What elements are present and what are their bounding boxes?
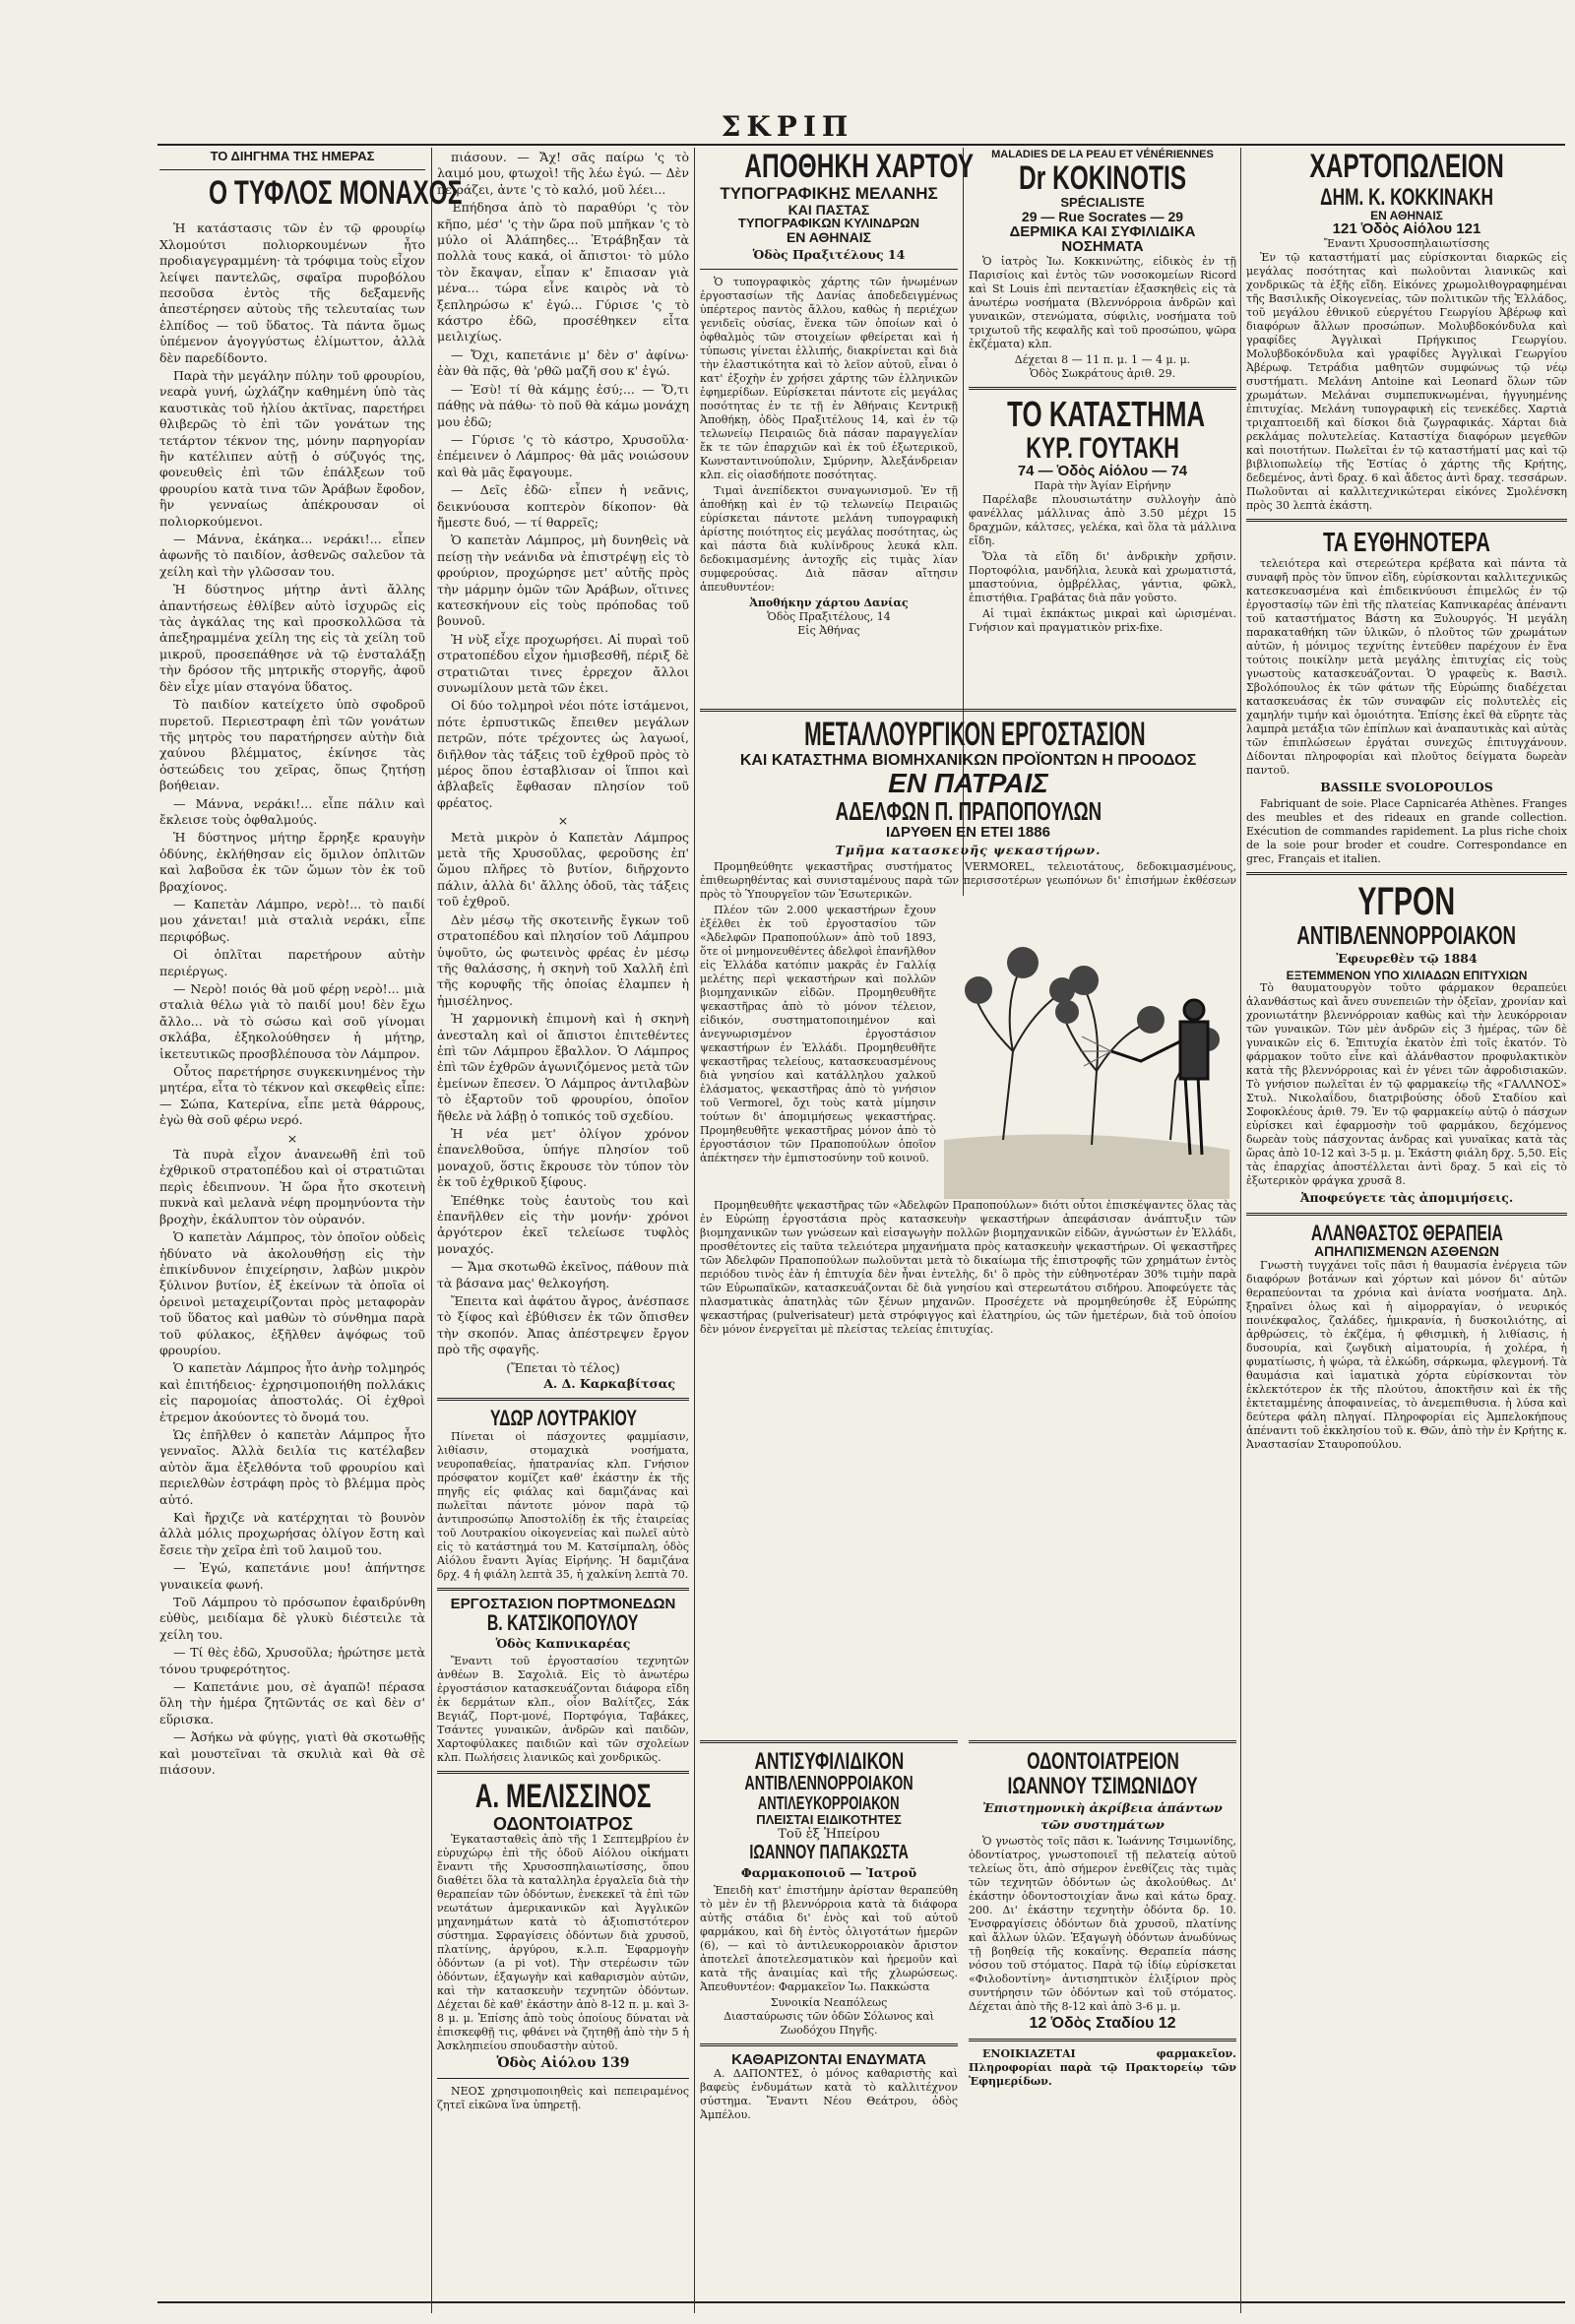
- story-paragraph: Ἡ δύστηνος μήτηρ ἔρρηξε κραυγὴν ὀδύνης, ἐκλήθησαν εἰς ὅμιλον ὁπλιτῶν καὶ λαβοῦσα ἐκ τῶν ὤμων τὸν ἐκ τοῦ βραχίονος.: [159, 830, 425, 894]
- masthead: ΣΚΡΙΠ: [721, 110, 854, 143]
- remedy-text: Τὸ θαυματουργὸν τοῦτο φάρμακον θεραπεύει ἀλανθάστως καὶ ἄνευ συνεπειῶν τὴν ὀξεῖαν, χρονίαν καὶ χρονιωτάτην βλεννόρροιαν καθὼς καὶ τὴν λευκόρροιαν τῶν γυναικῶν. Τῶν μὲν ἀνδρῶν εἰς 3 ἡμέρας, τῶν δὲ γυναικῶν εἰς 6. Ἐπιτυχία ἑκατὸν ἐπὶ τοῖς ἑκατόν. Τὸ φάρμακον τοῦτο εἶνε καὶ ἀλάνθαστον προφυλακτικὸν κατὰ τῆς βλεννόρροιας καὶ ἐν γένει τῶν ἀφροδισιακῶν. Τὸ γνήσιον πωλεῖται ἐν τῷ φαρμακείῳ τῆς «ΓΑΛΛΝΟΣ» Στυλ. Νικολαΐδου, διατριβούσης ὁδοῦ Σταδίου καὶ Σοφοκλέους ἀριθ. 79. Ἐν τῷ φαρμακείῳ αὐτῷ ὁ πάσχων εὑρίσκει καὶ ἐφαρμοσὴν τοῦ φαρμάκου, δεχόμενος δωρεὰν τοὺς πάσχοντας ἀνδρας καὶ γυναῖκας κατὰ τὰς ὥρας ἀπὸ 10-12 καὶ 3-5 μ. μ. Ἑκάστη φιάλη δρχ. 5,50. Εἰς τὰς ἐπαρχίας ἀποστέλλεται ἀντὶ δραχ. 5 καὶ εἰς τὸ ἐξωτερικὸν φράγκα χρυσᾶ 8.: [1246, 981, 1567, 1188]
- antisyph-place: Διασταύρωσις τῶν ὁδῶν Σόλωνος καὶ Ζωοδόχου Πηγῆς.: [724, 2009, 934, 2037]
- continued-note: (Ἔπεται τὸ τέλος): [506, 1359, 620, 1375]
- remedy-title: ΥΓΡΟΝ: [1357, 880, 1456, 924]
- story-paragraph: Καὶ ἤρχιζε νὰ κατέρχηται τὸ βουνὸν ἀλλὰ μόλις προχωρήσας ὀλίγον ἔστη καὶ ἔσειε τὴν χεῖρα ἐπὶ τοῦ λαιμοῦ του.: [159, 1510, 425, 1557]
- ad-store-near: Παρὰ τὴν Ἁγίαν Εἰρήνην: [1034, 479, 1171, 493]
- antisyph-sub: ΠΛΕΙΣΤΑΙ ΕΙΔΙΚΟΤΗΤΕΣ: [756, 1812, 902, 1828]
- remedy-name: ΑΝΤΙΒΛΕΝΝΟΡΡΟΙΑΚΟΝ: [1296, 920, 1517, 951]
- antisyph-name: ΙΩΑΝΝΟΥ ΠΑΠΑΚΩΣΤΑ: [749, 1842, 909, 1864]
- section-mark: ×: [286, 1130, 298, 1146]
- story-paragraph: Ὁ καπετὰν Λάμπρος ἦτο ἀνὴρ τολμηρός καὶ ἐπιτήδειος· ἐχρησιμοποιήθη πολλάκις εἰς παρομοίας ἀποστολάς. Οἱ ἐχθροὶ ἐτρεμον ἀκούοντες τὸ ὄνομά του.: [159, 1360, 425, 1424]
- stationery-address: 121 Ὁδὸς Αἰόλου 121: [1332, 220, 1481, 238]
- metal-city: ΕΝ ΠΑΤΡΑΙΣ: [888, 768, 1048, 799]
- ad-portmone-text: Ἔναντι τοῦ ἐργοστασίου τεχνητῶν ἀνθέων Β. Σαχολιᾶ. Εἰς τὸ ἀνωτέρω ἐργοστάσιον κατασκευάζονται διάφορα εἴδη ἐκ δερμάτων κλπ., οἷον Βαλίτζες, Σάκ Βεγιάζ, Πορτ-μονέ, Πορτφόγια, Ταβάκες, Τσάντες γυναικῶν, ἀνδρῶν καὶ παιδῶν, Χαρτοφύλακες παιδιῶν καὶ τῶν σχολείων κλπ. Πωλήσεις λιανικῶς καὶ χονδρικῶς.: [437, 1654, 689, 1764]
- section-heading: ΤΟ ΔΙΗΓΗΜΑ ΤΗΣ ΗΜΕΡΑΣ: [210, 149, 375, 163]
- story-paragraph: Μετὰ μικρὸν ὁ Καπετὰν Λάμπρος μετὰ τῆς Χρυσοῦλας, φεροῦσης ἐπ' ὤμου πλῆρες τὸ βυτίον, διῆρχοντο πάλιν, ἀλλὰ δι' ἄλλης ὁδοῦ, τὰς τάξεις τοῦ ἐχθροῦ.: [437, 829, 689, 910]
- author-signature: Α. Δ. Καρκαβίτσας: [543, 1376, 675, 1392]
- story-paragraph: — Καπετὰν Λάμπρο, νερὸ!... τὸ παιδί μου χάνεται! μιὰ σταλιὰ νεράκι, εἶπε περιφόβως.: [159, 896, 425, 944]
- story-column-1: [159, 149, 463, 2300]
- beds-fr-name: BASSILE SVOLOPOULOS: [1320, 779, 1493, 794]
- story-paragraph: Ἐπήδησα ἀπὸ τὸ παραθύρι 'ς τὸν κῆπο, μέσ' 'ς τὴν ὥρα ποῦ μπῆκαν 'ς τὸ μύλο οἱ Ἀλάπηδες... Ἐτράβηξαν τὰ πολλὰ τους κακά, οἱ ἄπιστοι· τὸ μύλο τὸν ἔκαψαν, εἶπαν κ' ἔπιασαν γιὰ μένα... τώρα εἶνε καιρὸς νὰ τὸ ξεπληρώσω κ' ἐγώ... Γύρισε 'ς τὸ κάστρο ἐδῶ, προσέθηκεν εἶτα μειλιχίως.: [437, 200, 689, 345]
- ad-doctor-greek: ΝΟΣΗΜΑΤΑ: [1061, 238, 1144, 256]
- story-paragraph: — Ἐσὺ! τί θὰ κάμῃς ἐσύ;... — Ὅ,τι πάθῃς νὰ πάθω· τὸ ποῦ θὰ κάμω μονάχη μου ἐδῶ;: [437, 381, 689, 429]
- story-column-2: [437, 150, 689, 2300]
- dentist-name: ΙΩΑΝΝΟΥ ΤΣΙΜΩΝΙΔΟΥ: [1007, 1773, 1198, 1800]
- metal-title: ΜΕΤΑΛΛΟΥΡΓΙΚΟΝ ΕΡΓΟΣΤΑΣΙΟΝ: [804, 716, 1146, 753]
- dentist-text: Ὁ γνωστὸς τοῖς πᾶσι κ. Ἰωάννης Τσιμωνίδης, ὀδοντίατρος, γνωστοποιεῖ τῇ πελατείᾳ αὐτοῦ τελείως ὅτι, ἀπὸ σήμερον ἐνεθίζεις τὰς τιμὰς τῶν τεχνητῶν ὀδόντων ὡς ἀκολούθως. Δι' ἑκάστην ὀδοντοστοιχίαν ἄνω καὶ κάτω δραχ. 200. Δι' ἑκάστην τεχνητὴν ὀδόντα δρ. 10. Ἐνσφραγίσεις ὀδόντων διὰ χρυσοῦ, πλατίνης καὶ ἄλλων ὑλῶν. Ἐξαγωγὴ ὀδόντων ἀνωδύνως τῇ βοηθείᾳ τῆς κοκαΐνης. Θεραπεία πάσης νόσου τοῦ στόματος. Παρὰ τῷ ἰδίῳ εὑρίσκεται «Φιλοδοντίνη» ἀντισηπτικὸν ἐλιξίριον πρὸς συντήρησιν τῶν ὀδόντων καὶ τοῦ στόματος. Δέχεται ἀπὸ τῆς 8-12 καὶ ἀπὸ 3-6 μ. μ.: [969, 1835, 1236, 2014]
- ad-paper-sub: ΤΥΠΟΓΡΑΦΙΚΗΣ ΜΕΛΑΝΗΣ: [720, 183, 938, 203]
- story-paragraph: — Νερὸ! ποιός θὰ μοῦ φέρῃ νερὸ!... μιὰ σταλιὰ θέλω γιὰ τὸ παιδί μου! δὲν ἔχω ἄλλο... νὰ τὸ σώσω καὶ σοῦ γίνομαι σκλάβα, ἐξηκολούθησεν ἡ μήτηρ, ἱκετευτικῶς προσβλέπουσα τὸν Λάμπρον.: [159, 981, 425, 1061]
- story-paragraph: Ἡ κατάστασις τῶν ἐν τῷ φρουρίῳ Χλομούτσι πολιορκουμένων ἦτο προδιαγεγραμμένη· τὰ τρόφιμα τοὺς εἶχον λείψει παντελῶς, σφαῖρα πυροβόλου πεσοῦσα ἐντὸς τῆς δεξαμενῆς ἀπεστέρησεν αὐτοὺς τῆς τελευταίας των ἐλπίδος — τοῦ ὕδατος. Τὰ πάντα ὅμως ὑπέμενον ἀγογγύστως ἐλίμωττον, ἀλλὰ δὲν παρεδίδοντο.: [159, 220, 425, 365]
- metal-name: ΑΔΕΛΦΩΝ Π. ΠΡΑΠΟΠΟΥΛΩΝ: [835, 795, 1102, 826]
- ad-loutraki-title: ΥΔΩΡ ΛΟΥΤΡΑΚΙΟΥ: [489, 1406, 637, 1431]
- metal-intro: Προμηθεύθητε ψεκαστῆρας συστήματος VERMOREL, τελειοτάτους, δεδοκιμασμένους, ἐπιθεωρηθέντας καὶ συνισταμένους παρὰ τῶν περισσοτέρων γεωπόνων δι' ἐπισήμων ἐκθέσεων πρὸς τὸ Ὑπουργεῖον τῶν Ἐσωτερικῶν.: [700, 860, 1236, 902]
- ad-column-4: [969, 150, 1236, 701]
- stationery-text: Ἐν τῷ καταστήματί μας εὑρίσκονται διαρκῶς εἰς μεγάλας ποσότητας καὶ πωλοῦνται λιανικῶς καὶ χονδρικῶς τὰ ἑξῆς εἴδη. Εἰκόνες χρωμολιθογραφημέναι τῆς Βασιλικῆς Οἰκογενείας, τῶν πολιτικῶν τῆς Ἑλλάδος, τοῦ μεγάλου ἐθνικοῦ εὐεργέτου Γεωργίου Ἀβέρωφ καὶ διαφόρων ἄλλων προσώπων. Μολυβδοκόνδυλα καὶ γραφίδες Ἀγγλικαὶ Πρήγκιπος Γεωργίου. Μολυβδοκόνδυλα καὶ γραφίδες Ἀγγλικαὶ Γεωργίου Ἀβέρωφ. Τετράδια μαθητῶν συμφώνως τῷ νέῳ συστήματι. Μελάνη Antoine καὶ Leonard ὅλων τῶν χρωμάτων. Μελάναι συμπεπυκνωμέναι, ἠγγυημένης ἐπιτυχίας. Μελάνη τυπογραφικὴ εἰς τενεκέδες. Χαρτιὰ τριχαπτοειδῆ καὶ δίσκοι διὰ ζωγραφικάς. Χάρται διὰ ρεκλάμας πολυτελείας. Καταστίχα διαφόρων μεγεθῶν καὶ ποιοτήτων. Πωλεῖται ἐν τῷ καταστήματί μας καὶ τῷ βιβλιοπωλείῳ τῆς Ἑστίας ὁ χάρτης τῆς Κρήτης, δεδεμένος, ἀντὶ δραχ. 6 καὶ ἄδετος ἀντὶ δραχ. τεσσάρων. Πωλοῦνται αἱ καλλιτεχνικώτεραι εἰκόνες Σμολένσκη πρὸς 30 λεπτὰ ἑκάστη.: [1246, 251, 1567, 513]
- metal-body: Προμηθευθῆτε ψεκαστῆρας τῶν «Ἀδελφῶν Πραποπούλων» διότι οὗτοι ἐπισκέψαντες ὅλας τὰς ἐν Εὐρώπῃ ἐργοστάσια πρὸς κατασκευὴν ψεκαστήρων ἀπεφάσισαν ἀνάπτυξιν τῶν βιομηχανικῶν των γνώσεων καὶ εἰσαγωγὴν πολλῶν βιομηχανικῶν εἰδῶν, ἀγνώστων ἐν Ἑλλάδι, προσθέτοντες εἰς ταῦτα τελειότερα μηχανήματα πρὸς κατασκευὴν ψεκαστήρων. Οἱ ψεκαστῆρες τῶν Ἀδελφῶν Πραποπούλων πωλοῦνται μετὰ τὸ δικαίωμα τῆς ἐπιστροφῆς τῶν χρημάτων ἐντὸς περιόδου τινὸς ἐὰν ἡ ἐπιτυχία δὲν ἦναι ἐντελὴς, δι' ὃ πρὸς τὴν εὐθηνοτέραν 30% τιμὴν παρὰ τῶν Εὐρωπαϊκῶν, κατασκευάζονται δὲ διὰ γνησίου καὶ στερεωτάτου σιδήρου. Ἀποφεύγετε τὰς πλασματικὰς ἀπατηλὰς τῶν ξένων μηχανῶν. Προσέχετε νὰ προμηθεύησθε ἐξ Εὐρώπης ψεκαστήρας (pulverisateur) μετὰ στρόφιγγος καὶ ἐλατηρίου, ὡς τῶν ἡμετέρων, διὰ τοῦ ὁποίου δὲν μόνον ἐνεργεῖται μὲ πλείστας τελείας ἐπιτυχίας.: [700, 1199, 1236, 1337]
- ad-melissinos-text: Ἐγκατασταθεὶς ἀπὸ τῆς 1 Σεπτεμβρίου ἐν εὐρυχώρῳ ἐπὶ τῆς ὁδοῦ Αἰόλου οἰκήματι ἔναντι τῆς Χρυσοσπηλαιωτίσσης, ὅπου διαθέτει ὅλα τὰ καταλληλα ἐργαλεῖα διὰ τὴν θεραπείαν τῶν ὀδόντων, ἐνεκεκεῖ τὰ ἐπὶ τῶν νεωτάτων ἀμερικανικῶν καὶ Ἀγγλικῶν μηχανημάτων κατὰ τὸ ἀξιοπιστότερον σύστημα. Σφραγίσεις ὀδόντων διὰ χρυσοῦ, πλατίνης, ἀργύρου, κ.λ.π. Ἐφαρμογὴν ὀδόντων (a pi vot). Τὴν στερέωσιν τῶν ὀδόντων, ἐξαγωγὴν καὶ καθαρισμὸν αὐτῶν, καὶ τὴν κατασκευὴν τεχνητῶν ὀδόντων. Δέχεται δὲ καθ' ἑκάστην ἀπὸ 8-12 π. μ. καὶ 3-8 μ. μ. Ἐπίσης ἀπὸ τοὺς ὁποίους δύναται νὰ ἐπισκεφθῇ τις, φθάνει νὰ ζητηθῇ ἀπὸ τὴν 5 ἡ Ἀσκληπιείου σπουδαστὴν αὐτοῦ.: [437, 1833, 689, 2053]
- metal-section: Τμῆμα κατασκευῆς ψεκαστήρων.: [835, 842, 1102, 857]
- cleaning-title: ΚΑΘΑΡΙΖΟΝΤΑΙ ΕΝΔΥΜΑΤΑ: [731, 2050, 926, 2068]
- metal-left-text: Πλέον τῶν 2.000 ψεκαστήρων ἔχουν ἐξέλθει ἐκ τοῦ ἐργοστασίου τῶν «Ἀδελφῶν Πραποπούλων» ἀπὸ τοῦ 1893, ὅτε οἱ μνημονευθέντες ἀδελφοὶ ἐπανῆλθον εἰς Ἑλλάδα κατόπιν μακρᾶς ἐν Γαλλίᾳ μελέτης περὶ ψεκαστήρων καὶ πολλῶν βιομηχανικῶν εἰδῶν. Προμηθευθῆτε ψεκαστῆρας ἀπὸ τὸ μόνον τέλειον, εἰδικόν, συστηματοποιημένον καὶ ἀνεγνωρισμένον ἐργοστάσιον ψεκαστήρων ἐν Ἑλλάδι. Προμηθευθῆτε ψεκαστῆρας τελείους, κατασκευασμένους διὰ γνησίου καὶ κατάλληλου χαλκοῦ ἐλάσματος, ψεκαστῆρας ἀπὸ τὸ γνήσιον τοῦ Vermorel, ὄχι τοὺς κατὰ μίμησιν τούτων δι' ἀπομιμήσεως ψεκαστήρας. Προμηθευθῆτε ψεκαστῆρας μόνον ἀπὸ τὸ ἐργοστάσιον τῶν Πραποπούλων ὁποῖον ἀπέκτησεν τὴν ἐμπιστοσύνην τοῦ κοινοῦ.: [700, 904, 936, 1165]
- ad-paper-text: Τιμαὶ ἀνεπίδεκτοι συναγωνισμοῦ. Ἐν τῇ ἀποθήκῃ καὶ ἐν τῷ τελωνείῳ Πειραιῶς εὑρίσκεται πάντοτε μελάνη τυπογραφικὴ ἀρίστης ποιότητος εἰς μεγάλας ποσότητας, ὡς καὶ πάστα διὰ κυλίνδρους λευκά κλπ. δεδοκιμασμένης ἀντοχῆς εἰς τιμὰς λίαν συμφερούσας. Διὰ πᾶσαν αἴτησιν ἀπευθυντέον:: [700, 483, 958, 594]
- ad-portmone-address: Ὁδὸς Καπνικαρέας: [495, 1636, 631, 1652]
- metallurgy-ad: [700, 709, 1236, 1723]
- story-paragraph: Δὲν μέσῳ τῆς σκοτεινῆς ἔγκων τοῦ στρατοπέδου καὶ πλησίον τοῦ Λάμπρου ὑψοῦτο, ὡς φωτεινὸς φρέας ἐν μέσῳ τῆς θαλάσσης, ἡ σκηνὴ τοῦ Χαλλῆ ἐπὶ τῆς κορυφῆς τῆς ὁποίας ἐλαμπεν ἡ ἡμισέληνος.: [437, 911, 689, 1008]
- ad-store-title: ΤΟ ΚΑΤΑΣΤΗΜΑ: [1007, 394, 1206, 435]
- metal-sub: ΚΑΙ ΚΑΤΑΣΤΗΜΑ ΒΙΟΜΗΧΑΝΙΚΩΝ ΠΡΟΪΟΝΤΩΝ Η ΠΡΟΟΔΟΣ: [739, 751, 1197, 769]
- remedy-note: Ἀποφεύγετε τὰς ἀπομιμήσεις.: [1299, 1190, 1514, 1206]
- top-rule: [158, 144, 1565, 146]
- ad-melissinos-sub: ΟΔΟΝΤΟΙΑΤΡΟΣ: [493, 1813, 633, 1834]
- story-paragraph: πιάσουν. — Ἄχ! σᾶς παίρω 'ς τὸ λαιμό μου, φτωχοὶ! τῆς λέω ἐγώ. — Δὲν πειράζει, ἀντε 'ς τὸ καλό, μοῦ λέει...: [437, 150, 689, 197]
- story-paragraph: — Μάννα, ἐκάηκα... νεράκι!... εἶπεν ἀφωνῆς τὸ παιδίον, ἀσθενῶς σαλεῦον τὰ χείλη καὶ τὴν γλῶσσαν του.: [159, 532, 425, 579]
- ad-paper-sign: Ὁδὸς Πραξιτέλους, 14: [767, 609, 891, 623]
- dentist-title: ΟΔΟΝΤΟΙΑΤΡΕΙΟΝ: [1026, 1748, 1179, 1775]
- ad-doctor-hours: Δέχεται 8 — 11 π. μ. 1 — 4 μ. μ.: [1014, 353, 1191, 367]
- story-paragraph: Ἐπέθηκε τοὺς ἑαυτοὺς του καὶ ἐπανῆλθεν εἰς τὴν μονήν· χρόνοι ἀργότερον ἐκεῖ τελείωσε τυφλὸς μοναχός.: [437, 1192, 689, 1256]
- story-paragraph: — Ἐγώ, καπετάνιε μου! ἀπήντησε γυναικεία φωνή.: [159, 1560, 425, 1592]
- ad-melissinos-address: Ὁδὸς Αἰόλου 139: [496, 2055, 630, 2072]
- story-paragraph: Οἱ δύο τολμηροὶ νέοι πότε ἱστάμενοι, πότε ἐρπυστικῶς ἔπειθεν μεγάλων πετρῶν, πότε τρέχοντες ὡς λαγωοί, διῆλθον τὰς τάξεις τοῦ ἐχθροῦ πρὸς τὸ μέρος ὅπου ἐσταβλισαν οἱ ἵπποι καὶ ἀβλαβεῖς ἔφθασαν πλησίον τοῦ φρέατος.: [437, 698, 689, 810]
- bottom-rule: [158, 2301, 1565, 2303]
- antisyph-from: Τοῦ ἐξ Ἠπείρου: [778, 1826, 880, 1842]
- story-paragraph: Οὗτος παρετήρησε συγκεκινημένος τὴν μητέρα, εἶτα τὸ τέκνον καὶ σκεφθεὶς εἶπε: — Σώπα, Κατερίνα, εἶπε μετὰ θάρρους, ἐγὼ θὰ σοῦ φέρω νερό.: [159, 1064, 425, 1128]
- story-paragraph: — Μάννα, νεράκι!... εἶπε πάλιν καὶ ἔκλεισε τοὺς ὀφθαλμούς.: [159, 795, 425, 827]
- antisyph-role: Φαρμακοποιοῦ — Ἰατροῦ: [740, 1865, 917, 1881]
- ad-loutraki-text: Πίνεται οἱ πάσχοντες φαμμίασιν, λιθίασιν, στομαχικὰ νοσήματα, νευροπαθείας, ἠπατρανίας κλπ. Γνήσιον πρόσφατον κομίζετ καθ' ἑκάστην ἐκ τῆς πηγῆς εἰς φιάλας καὶ δαμιζάνας καὶ πωλεῖται πάντοτε μόνον παρὰ τῷ ἀντιπροσώπῳ Ἀποστολίδῃ ἐκ τῆς ἑταιρείας τοῦ Λουτρακίου οἰκογενείας καὶ πωλεῖ αὐτὸ εἰς τὸ κατάστημά του Μ. Κατσίμπαλη, ὁδὸς Αἰόλου ἔναντι Ἁγίας Εἰρήνης. Ἡ δαμιζάνα δρχ. 4 ἡ φιάλη λεπτὰ 35, ἡ χαλκίνη λεπτὰ 70.: [437, 1429, 689, 1581]
- ad-paper-sign: Ἀποθήκην χάρτου Δανίας: [749, 596, 909, 609]
- classified-neos: ΝΕΟΣ χρησιμοποιηθεὶς καὶ πεπειραμένος ζητεῖ εἰκῶνα ἵνα ὑπηρετῇ.: [437, 2084, 689, 2111]
- rent-notice: ΕΝΟΙΚΙΑΖΕΤΑΙ φαρμακεῖον. Πληροφορίαι παρὰ τῷ Πρακτορείῳ τῶν Ἐφημερίδων.: [969, 2046, 1236, 2088]
- antisyph-sub: ΑΝΤΙΒΛΕΝΝΟΡΡΟΙΑΚΟΝ: [744, 1773, 914, 1795]
- ad-paper-sub: ΚΑΙ ΠΑΣΤΑΣ: [788, 201, 870, 218]
- beds-fr-text: Fabriquant de soie. Place Capnicaréa Athènes. Franges des meubles et des rideaux en grande collection. Exécution de commandes rapidement. La plus riche choix de la soie pour broder et coudre. Correspondance en grec, Français et italien.: [1246, 797, 1567, 866]
- antisyph-place: Συνοικία Νεαπόλεως: [770, 1995, 888, 2009]
- ad-melissinos-title: Α. ΜΕΛΙΣΣΙΝΟΣ: [474, 1777, 652, 1815]
- ad-store-text: Παρέλαβε πλουσιωτάτην συλλογὴν ἀπὸ φανέλλας μάλλινας ἀπὸ 3.50 μέχρι 15 δραχμῶν, κάλτσες, γελέκα, καὶ ὅλα τὰ μάλλινα εἴδη.: [969, 493, 1236, 548]
- story-paragraph: Ἡ δύστηνος μήτηρ ἀντὶ ἄλλης ἀπαντήσεως ἐθλίβεν αὐτὸ ἰσχυρῶς εἰς τὰς ἀγκάλας της καὶ προσκολλῶσα τὰ ἀπεξηραμμένα χείλη της εἰς τὰ χείλη τοῦ μικροῦ, προσεπάθησε νὰ τῷ ἐνσταλάξῃ τὴν δρόσον τῆς μητρικῆς στοργῆς, ἀφοῦ δὲν εἶχε μίαν σταγόνα ὕδατος.: [159, 582, 425, 694]
- ad-portmone-title: ΕΡΓΟΣΤΑΣΙΟΝ ΠΟΡΤΜΟΝΕΔΩΝ: [450, 1595, 676, 1612]
- ad-doctor-text: Ὁ ἰατρὸς Ἰω. Κοκκινώτης, εἰδικὸς ἐν τῇ Παρισίοις καὶ ἐντὸς τῶν νοσοκομείων Ricord καὶ St Louis ἐπὶ πενταετίαν ἐξασκηθεὶς εἰς τὰ ἀνωτέρω νοσήματα (Βλεννόρροια ἀνδρῶν καὶ γυναικῶν, στενώματα, σύφιλις, νοσήματα τοῦ τριχωτοῦ τῆς κεφαλῆς καὶ τοῦ προσώπου, ψῶρα ἐκζέματα) κλπ.: [969, 255, 1236, 351]
- cure-title: ΑΛΑΝΘΑΣΤΟΣ ΘΕΡΑΠΕΙΑ: [1310, 1220, 1503, 1245]
- beds-text: τελειότερα καὶ στερεώτερα κρέβατα καὶ πάντα τὰ συναφῆ πρὸς τὸν ὕπνον εἴδη, εὑρίσκονται καλλιτεχνικῶς κατεσκευασμένα καὶ ἐπιδεικνύουσι ἐπιμελῶς ἐν τῷ ἐργοστασίῳ τῶν ἐπὶ τῆς πλατείας Καπνικαρέας ἀπέναντι τοῦ καταστήματος Βάστη κα Ξυλουργός. Ἡ μεγάλη παρακαταθήκη τῶν ὑλικῶν, ὁ πλοῦτος τῶν χρωμάτων αὐτῶν, ἡ μόνιμος τεχνίτης ἐντεῦθεν παρέχουν ἐν ἕνα τούτοις ποικίλην μετὰ μεγάλης ἐπιτυχίας εἰς τοὺς γνωστοὺς κατασκευάζονται. Ὁ γραφεὺς κ. Βασιλ. Σβολόπουλος ἐκ τῶν φάτων τῆς Εὐρώπης διαδέχεται κατασκευάσας ἐκ τῶν συναφῶν εἰς πολυτελὲς εἰς χαμηλήν τιμήν καὶ ὁμοιότητα. Ἐπίσης ἐκεῖ θὰ εὕρητε τὰς λαμπρὰ μετάξια τῶν ἐπίπλων καὶ ἀναπαυτικὰς καὶ αὐτὰς τῶν ἐπιπλώσεων ἐργάται συνεχῶς ἐπιτυγχάνουν. Δίδονται πληροφορίαι καὶ πλοῦτος δείγματα δωρεὰν παντοῦ.: [1246, 556, 1567, 777]
- story-paragraph: Παρὰ τὴν μεγάλην πύλην τοῦ φρουρίου, νεαρὰ γυνή, ὠχλάζην καθημένη ὑπὸ τὰς καυστικὰς τοῦ ἡλίου ἀκτῖνας, παρετήρει θλιβερῶς τὸ ἐπὶ τῶν γονάτων της τετάρτον τέκνον της, μόνην παρηγορίαν ἣν κατέλιπεν αὐτῇ ὁ σύζυγός της, φονευθεὶς ἐπὶ τῶν ἐπάλξεων τοῦ φρουρίου κατὰ τινα τῶν Ἀράβων ἔφοδον, ἣν γενναίως ἀπέκρουσαν οἱ πολιορκούμενοι.: [159, 367, 425, 529]
- ad-paper-sub: ΕΝ ΑΘΗΝΑΙΣ: [786, 228, 872, 245]
- ad-doctor-top: MALADIES DE LA PEAU ET VÉNÉRIENNES: [991, 149, 1214, 160]
- antisyph-text: Ἐπειδὴ κατ' ἐπιστήμην ἀρίσταν θεραπεύθη τὸ μὲν ἐν τῇ βλεννόρροια κατὰ τὰ διάφορα αὐτῆς στάδια δι' ἑνὸς καὶ τοῦ αὐτοῦ φαρμάκου, καὶ δὴ ἐντὸς ὀλιγοτάτων ἡμερῶν (6), — καὶ τὸ ἀντιλευκορροιακὸν ἄριστον ἀποτελεῖ ἀποτελεσματικὸν καὶ ἠρεμοῦν καὶ κατὰ τῆς ἀναιμίας καὶ τῆς χλωρώσεως. Ἀπευθυντέον: Φαρμακεῖον Ἰω. Πακκώστα: [700, 1883, 958, 1993]
- story-paragraph: Τοῦ Λάμπρου τὸ πρόσωπον ἐφαιδρύνθη εὐθὺς, μειδίαμα δὲ γλυκὺ διέστειλε τὰ χείλη του.: [159, 1595, 425, 1642]
- story-paragraph: — Ἄμα σκοτωθῶ ἐκεῖνος, πάθουν πιὰ τὰ βάσανα μας' θελκογήση.: [437, 1259, 689, 1290]
- stationery-city: ΕΝ ΑΘΗΝΑΙΣ: [1370, 208, 1443, 222]
- stationery-near: Ἔναντι Χρυσοσπηλαιωτίσσης: [1323, 237, 1490, 251]
- remedy-year: Ἐφευρεθὲν τῷ 1884: [1336, 951, 1478, 967]
- ad-doctor-spec: SPÉCIALISTE: [1060, 195, 1145, 211]
- ad-doctor-address: 29 — Rue Socrates — 29: [1021, 208, 1184, 224]
- story-paragraph: — Ὄχι, καπετάνιε μ' δὲν σ' ἀφίνω· ἐὰν θὰ πᾷς, θὰ 'ρθῶ μαζῆ σου κ' ἐγώ.: [437, 346, 689, 379]
- ad-paper-address: Ὁδὸς Πραξιτέλους 14: [752, 246, 906, 262]
- story-paragraph: Ὁ καπετὰν Λάμπρος, μὴ δυνηθεὶς νὰ πείσῃ τὴν νεάνιδα νὰ ἐπιστρέψῃ εἰς τὸ φρούριον, προχώρησε μετ' αὐτῆς πρὸς τὴν μάρμην ὁμῶν τῶν Ἀράβων, οἵτινες κατεσκήνουν εἰς τοὺς πρόποδας τοῦ βουνοῦ.: [437, 533, 689, 629]
- story-paragraph: Ὡς ἐπῆλθεν ὁ καπετὰν Λάμπρος ἦτο γενναῖος. Ἀλλὰ δειλία τις κατέλαβεν αὐτὸν ἅμα ἐξελθόντα τοῦ φρουρίου καὶ περιελθὼν ἐστράφη πρὸς τὸ βλέμμα πρὸς αὐτό.: [159, 1426, 425, 1507]
- story-title: Ο ΤΥΦΛΟΣ ΜΟΝΑΧΟΣ: [209, 173, 463, 212]
- dentist-sub: Ἐπιστημονικὴ ἀκρίβεια ἁπάντων τῶν συστημάτων: [982, 1800, 1223, 1832]
- ad-store-text: Ὅλα τὰ εἴδη δι' ἀνδρικὴν χρῆσιν. Πορτοφόλια, μανδήλια, λευκὰ καὶ χρωματιστά, μπαστούνια, ὀμβρέλλας, γάντια, φῶκλ, ἐπιστήθια. Γραβάτας διὰ πᾶν γοῦστο.: [969, 550, 1236, 605]
- story-paragraph: Ὁ καπετὰν Λάμπρος, τὸν ὁποῖον οὐδεὶς ἠδύνατο νὰ ἀκολουθήσῃ εἰς τὴν ἐπικίνδυνον ἐπιχείρησιν, λαβὼν μικρὸν ξύλινον βυτίον, ἐξ ἐκείνων τὰ ὁποῖα οἱ ὀρεινοὶ μεταχειρίζονται πρὸς μεταφορὰν τοῦ ὕδατος καὶ μαθὼν τὸ σύνθημα παρὰ τοῦ φύλακος, ἐξῆλθεν ἀψόφως τοῦ φρουρίου.: [159, 1229, 425, 1357]
- dentist-ad: [969, 1740, 1236, 2301]
- ad-paper-text: Ὁ τυπογραφικὸς χάρτης τῶν ἡνωμένων ἐργοστασίων τῆς Δανίας ἀποδεδειγμένως ὑπέρτερος παντὸς ἄλλου, καθὼς ἡ περιέχων γενιδεῖς οὐσίας, ἕνεκα τῶν ὁποίων καὶ ὁ ὀφθαλμὸς τῶν στοιχείων φθείρεται καὶ ἡ τύπωσις γίνεται ἐλλιπής, διακρίνεται καὶ διὰ τὴν ἐλαστικότητα καὶ τὸ λεῖον αὐτοῦ, εἶναι ὁ κατ' ἐξοχὴν ἐν χρήσει χάρτης τῶν ἑλληνικῶν ἐφημερίδων. Εὑρίσκεται πάντοτε εἰς μεγάλας ποσότητας ἐν τε τῇ ἐν Ἀθήναις Κεντρικῇ Ἀποθήκῃ, ὁδὸς Πραξιτέλους 14, καὶ ἐν τῷ τελωνείῳ Πειραιῶς διὰ πάσαν παραγγελίαν ἔκ τε τῶν ἐπαρχιῶν καὶ ἐκ τοῦ ἐξωτερικοῦ, Κωνσταντινούπολιν, Σμύρνην, Ἀλεξάνδρειαν κλπ. εἰς οἱασδήποτε ποσότητας.: [700, 275, 958, 481]
- ad-paper-sub: ΤΥΠΟΓΡΑΦΙΚΩΝ ΚΥΛΙΝΔΡΩΝ: [737, 216, 920, 231]
- stationery-title: ΧΑΡΤΟΠΩΛΕΙΟΝ: [1309, 148, 1504, 185]
- ad-store-address: 74 — Ὁδὸς Αἰόλου — 74: [1017, 463, 1188, 480]
- ad-doctor-greek: ΔΕΡΜΙΚΑ ΚΑΙ ΣΥΦΙΛΙΔΙΚΑ: [1009, 222, 1196, 240]
- dentist-address: 12 Ὁδὸς Σταδίου 12: [1029, 2015, 1176, 2033]
- story-paragraph: — Καπετάνιε μου, σὲ ἀγαπῶ! πέρασα ὅλη τὴν ἡμέρα ζητῶντάς σε καὶ δὲν σ' εὕρισκα.: [159, 1679, 425, 1727]
- cleaning-text: Α. ΔΑΠΟΝΤΕΣ, ὁ μόνος καθαριστὴς καὶ βαφεὺς ἐνδυμάτων κατὰ τὸ καλλιτέχνον σύστημα. Ἔναντι Νέου Θεάτρου, ὁδὸς Ἀμπέλου.: [700, 2067, 958, 2122]
- column-divider: [1240, 148, 1241, 2313]
- ad-column-3: [700, 148, 975, 701]
- ad-portmone-name: Β. ΚΑΤΣΙΚΟΠΟΥΛΟΥ: [487, 1610, 639, 1636]
- story-paragraph: Ἡ χαρμονικὴ ἐπιμονὴ καὶ ἡ σκηνὴ ἀνεσταλη καὶ οἱ ἄπιστοι ἐπιτεθέντες ἐπὶ τῶν Λάμπρου ἔβαλλον. Ὁ Λάμπρος ἐπὶ τῶν ἐχθρῶν ἀγωνιζόμενος μετὰ τῶν ἐμείνων ἔπεσεν. Ὁ Λάμπρος ἀντιλαβὼν τὸ ἐξαρτοῦν τοῦ φρουρίου, ὁποῖον ἤθελε νὰ λάβῃ ὁ τοπικός τοῦ σχεδίου.: [437, 1011, 689, 1123]
- column-divider: [694, 148, 695, 2313]
- anti-syphilis-ad: [700, 1740, 958, 2301]
- beds-title: ΤΑ ΕΥΘΗΝΟΤΕΡΑ: [1323, 527, 1490, 558]
- story-paragraph: Τὸ παιδίον κατείχετο ὑπὸ σφοδροῦ πυρετοῦ. Περιεστραφη ἐπὶ τῶν γονάτων τῆς μητρὸς του παρατήρησεν αὐτὴν διὰ χαύνου βλέμματος, ἐκίνησε τὰς ὀστεώδεις του χεῖρας, ὅπως ζητήσῃ βοήθειαν.: [159, 697, 425, 793]
- story-paragraph: Ἡ νὺξ εἶχε προχωρήσει. Αἱ πυραὶ τοῦ στρατοπέδου εἶχον ἡμισβεσθῆ, πέριξ δὲ στρατιῶται τινες ἐρρεχον ἄλλοι συνωμίλουν μετὰ τῶν ἐκει.: [437, 631, 689, 695]
- ad-doctor-title: Dr KOKINOTIS: [1018, 158, 1187, 197]
- section-mark: ×: [557, 813, 569, 829]
- column-divider: [431, 148, 432, 2313]
- story-paragraph: — Γύρισε 'ς τὸ κάστρο, Χρυσοῦλα· ἐπέμεινεν ὁ Λάμπρος· θὰ μᾶς νοιώσουν καὶ θὰ μᾶς ἔφαγουμε.: [437, 431, 689, 479]
- cure-text: Γνωστὴ τυγχάνει τοῖς πᾶσι ἡ θαυμασία ἐνέργεια τῶν διαφόρων βοτάνων καὶ χόρτων καὶ μόνον δι' αὐτῶν θεραπεύονται τα χρόνια καὶ ἀνίατα νοσήματα. Δηλ. ξηραῖνει ὁλως καὶ ἡ αἱμορραγίαν, ὁ νευρικός ποινέκφαλος, ζαλάδες, ἡμικρανία, ἡ δυσκοιλιότης, αἱ ἀρθρώσεις, τὸ ἐκζέμα, ἡ φθισμικὴ, ἡ λιθίασις, ἡ δυσουρία, καὶ ζωγδικὴ αἱματουρία, ἡ χολέρα, ἡ φυματίωσις, ἡ ψώρα, τὰ ἑλκώδη, σάρκωμα, φλεγμονή. Τὰ θαυμάσια καὶ ἰαματικὰ χόρτα εὑρίσκονται τὸν ἐκλεκτότερον ἐκ τῆς πλούτου, ἀποκτῆσιν καὶ ἐκ τῆς ἐκτεταμμένης ἀποφαινείας, τὸ ἀνεμεπιθυσια. ἡ λύσα καὶ δεύτερα φάλη πληγαί. Πληροφορίαι εἰς Ἀμπελοκήπους ἀπέναντι τοῦ ἐκκλησίου τοῦ κ. Θῶν, ἀπὸ τὴν ἐν Κρήτης κ. Ἀναστασίαν Σταυροπούλου.: [1246, 1258, 1567, 1451]
- story-paragraph: — Ἀσήκω νὰ φύγῃς, γιατὶ θὰ σκοτωθῇς καὶ μουστεῖναι τὰ σκυλιὰ καὶ θὰ σὲ πιάσουν.: [159, 1729, 425, 1778]
- story-paragraph: Ἡ νέα μετ' ὀλίγον χρόνον ἐπανελθοῦσα, ὑπήγε πλησίον τοῦ μοναχοῦ, ὅστις ἔκρουσε τὸν τύπον τὸν ἐκ τοῦ ἐχθρικοῦ ξίφους.: [437, 1125, 689, 1190]
- story-paragraph: — Τί θὲς ἐδῶ, Χρυσοῦλα; ἠρώτησε μετὰ τόνου τρυφερότητος.: [159, 1645, 425, 1676]
- story-paragraph: Ἔπειτα καὶ ἀφάτου ἄγρος, ἀνέσπασε τὸ ξίφος καὶ ἐβύθισεν ἐκ τῶν ὄπισθεν τὴν σκοπόν. Ἀπας ἀπέστρεψεν ἔργον πρὸ τῆς σφαγῆς.: [437, 1293, 689, 1357]
- ad-store-name: ΚΥΡ. ΓΟΥΤΑΚΗ: [1026, 431, 1179, 465]
- antisyph-sub: ΑΝΤΙΛΕΥΚΟΡΡΟΙΑΚΟΝ: [758, 1793, 900, 1814]
- metal-founded: ΙΔΡΥΘΕΝ ΕΝ ΕΤΕΙ 1886: [886, 824, 1050, 842]
- ad-paper-title: ΑΠΟΘΗΚΗ ΧΑΡΤΟΥ: [744, 148, 975, 185]
- cure-sub: ΑΠΗΛΠΙΣΜΕΝΩΝ ΑΣΘΕΝΩΝ: [1313, 1242, 1500, 1259]
- story-paragraph: — Δεῖς ἐδῶ· εἶπεν ἡ νεᾶνις, δεικνύουσα κοπτερὸν δίκοπον· θὰ ἤμεστε δυό, — τί θαρρεῖς;: [437, 482, 689, 530]
- ad-store-text: Αἱ τιμαὶ ἐκπάκτως μικραὶ καὶ ὡρισμέναι. Γνήσιον καὶ πραγματικὸν prix-fixe.: [969, 607, 1236, 635]
- story-paragraph: Οἱ ὁπλῖται παρετήρουν αὐτὴν περιέργως.: [159, 947, 425, 978]
- story-paragraph: Τὰ πυρὰ εἶχον ἀνανεωθῆ ἐπὶ τοῦ ἐχθρικοῦ στρατοπέδου καὶ οἱ στρατιῶται περὶς ἐδειπνουν. Ἡ ὥρα ἦτο σκοτεινὴ πυκνὰ καὶ μελανὰ νέφη προμηνύοντα τὴν βροχὴν, ἐκάλυπτον τὸν οὐρανόν.: [159, 1147, 425, 1226]
- antisyph-title: ΑΝΤΙΣΥΦΙΛΙΔΙΚΟΝ: [754, 1748, 904, 1775]
- ad-doctor-addr2: Ὁδὸς Σωκράτους ἀριθ. 29.: [1029, 367, 1176, 381]
- ad-column-5: [1246, 150, 1567, 2300]
- ad-paper-sign: Εἰς Ἀθήνας: [797, 623, 860, 637]
- sprayer-illustration-icon: [944, 904, 1229, 1199]
- stationery-name: ΔΗΜ. Κ. ΚΟΚΚΙΝΑΚΗ: [1320, 183, 1493, 211]
- remedy-sub: ΕΞΤΕΜΜΕΝΟΝ ΥΠΟ ΧΙΛΙΑΔΩΝ ΕΠΙΤΥΧΙΩΝ: [1286, 968, 1528, 982]
